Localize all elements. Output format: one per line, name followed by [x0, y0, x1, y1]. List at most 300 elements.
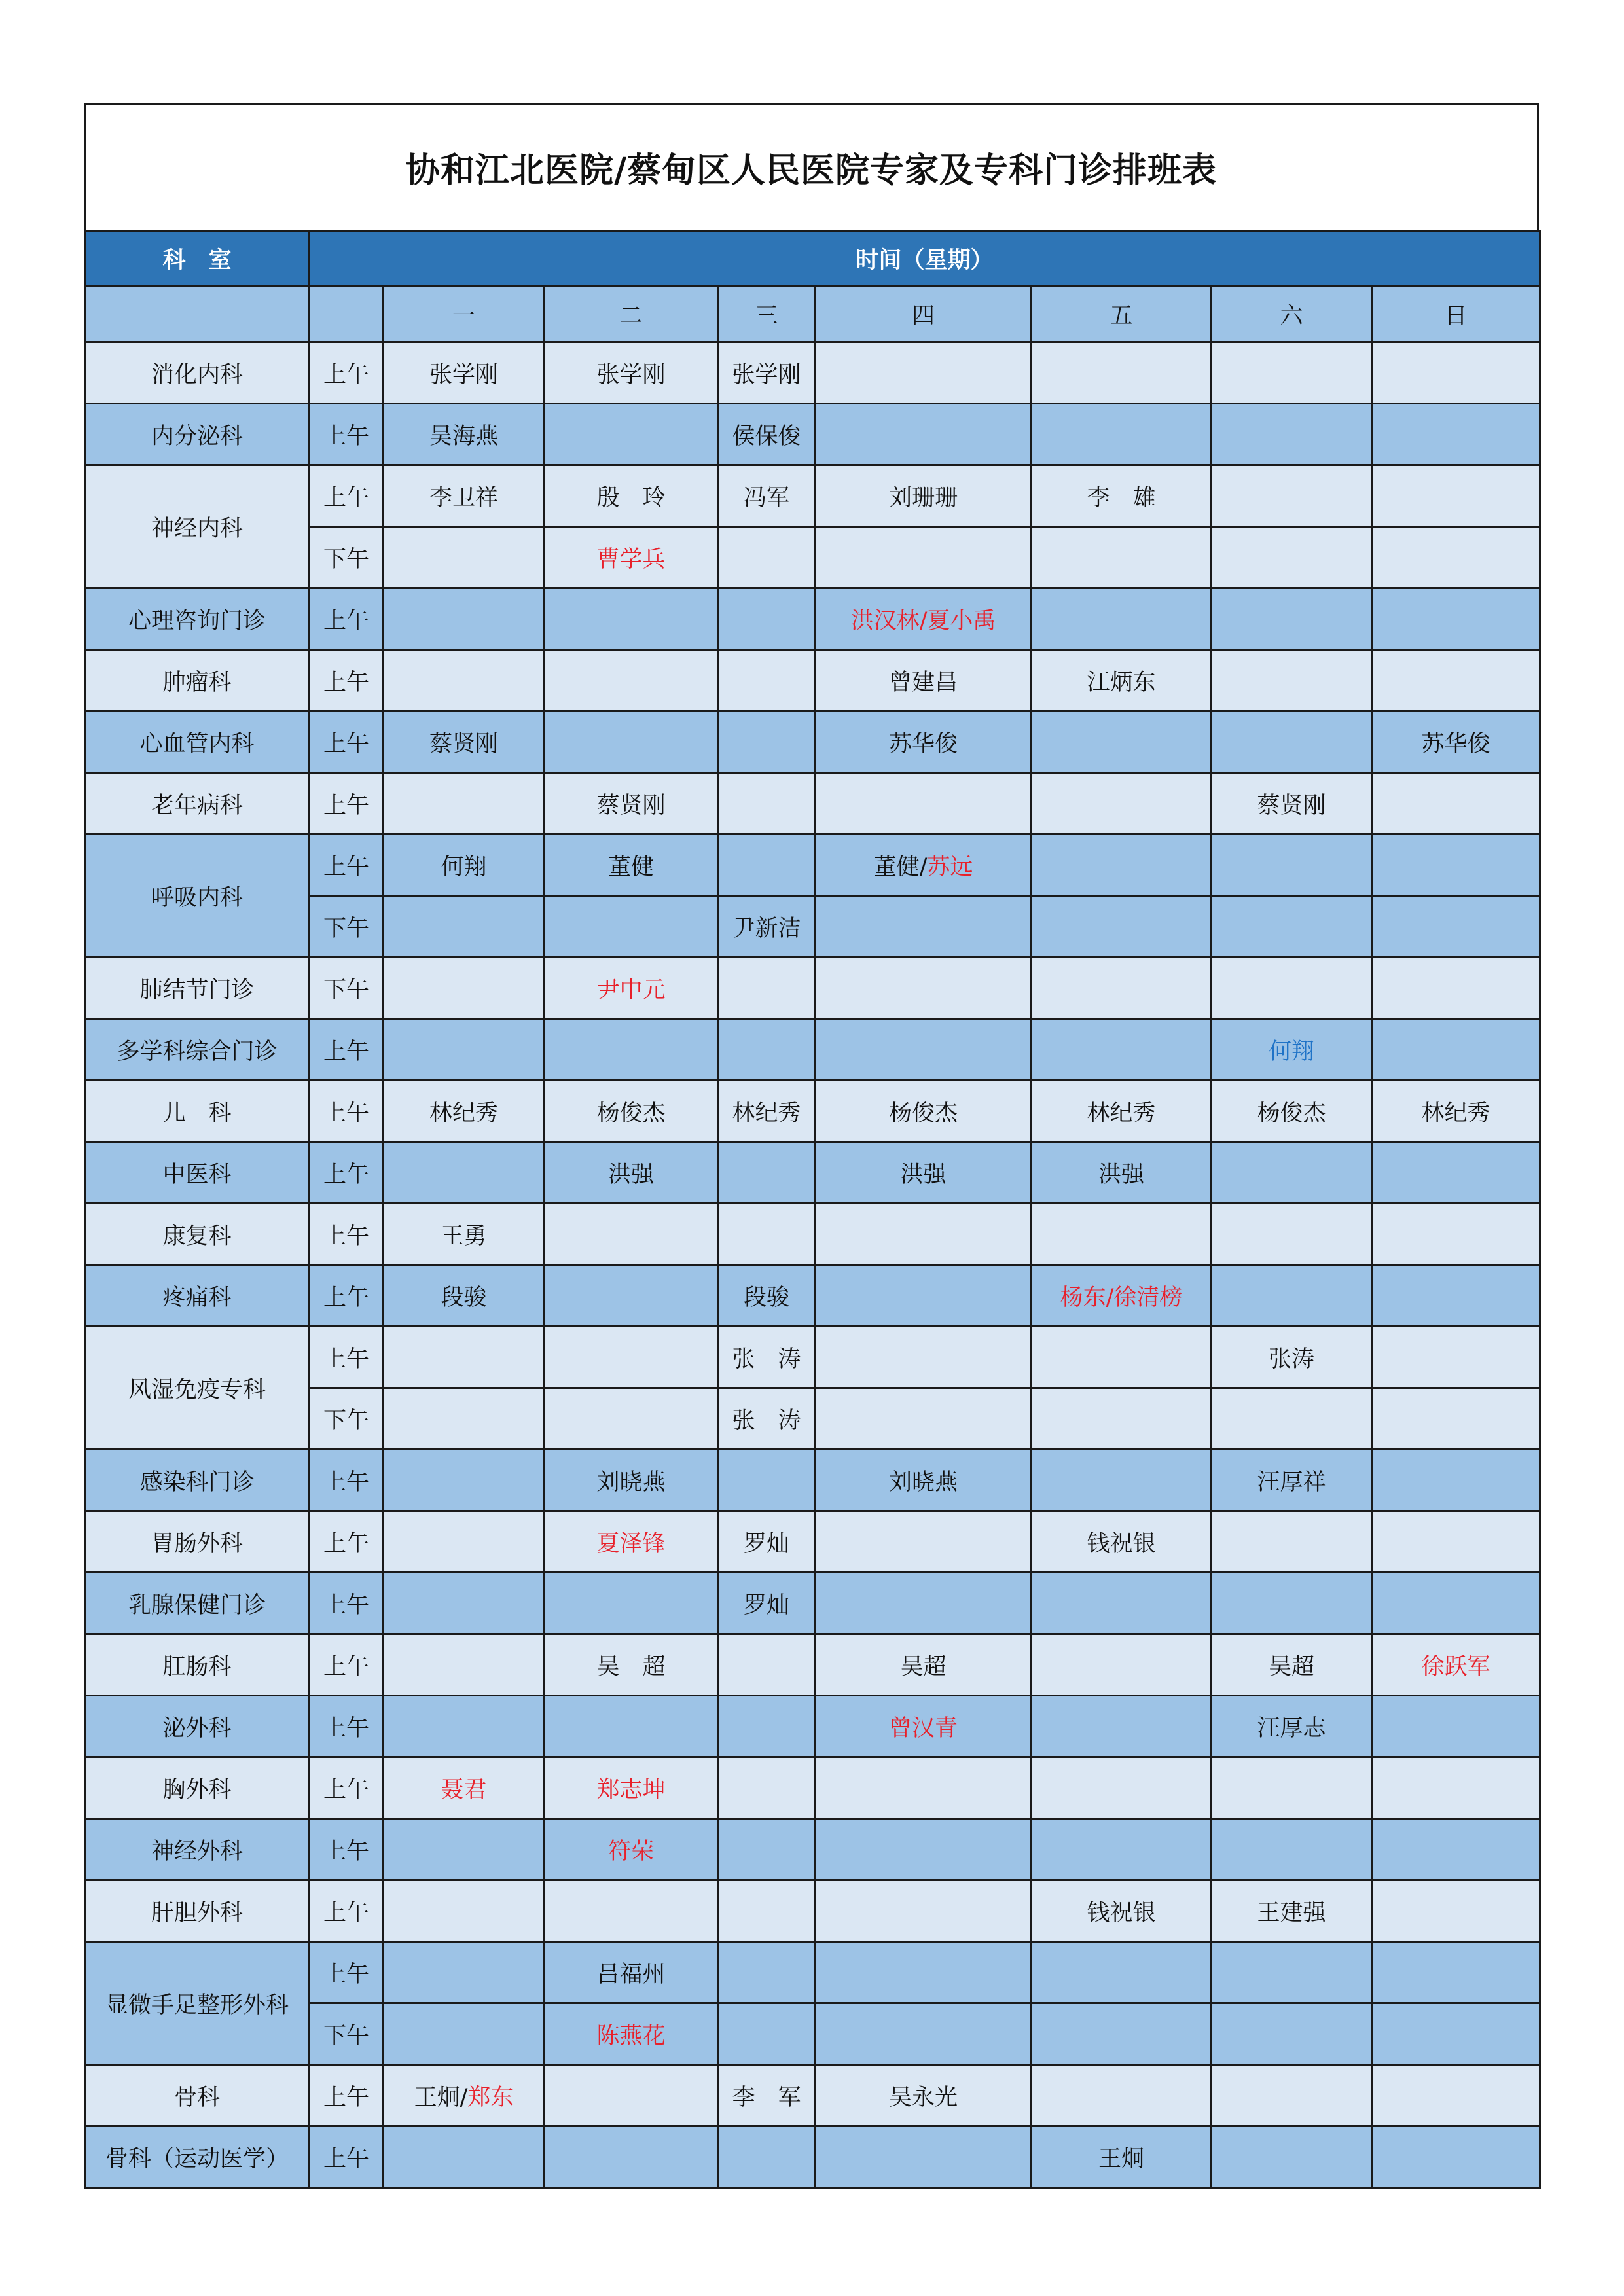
department-cell: 感染科门诊 — [85, 1450, 310, 1511]
doctor-cell — [384, 2126, 545, 2188]
doctor-cell: 汪厚志 — [1212, 1696, 1372, 1757]
doctor-cell — [1212, 1511, 1372, 1573]
doctor-cell — [545, 404, 718, 465]
table-row — [85, 1634, 1540, 1696]
doctor-cell — [816, 773, 1032, 834]
doctor-cell — [1372, 1511, 1540, 1573]
doctor-cell: 张 涛 — [718, 1327, 816, 1388]
doctor-cell — [718, 2003, 816, 2065]
doctor-cell — [384, 2003, 545, 2065]
doctor-cell: 聂君 — [384, 1757, 545, 1819]
doctor-cell — [1372, 527, 1540, 588]
doctor-cell: 杨俊杰 — [816, 1081, 1032, 1142]
doctor-cell — [1212, 1942, 1372, 2003]
doctor-cell — [816, 1388, 1032, 1450]
doctor-cell — [1212, 1204, 1372, 1265]
table-row — [85, 1819, 1540, 1880]
doctor-cell — [1032, 834, 1212, 896]
doctor-cell — [1032, 1450, 1212, 1511]
doctor-cell — [718, 1819, 816, 1880]
table-row — [85, 2065, 1540, 2126]
doctor-cell — [1032, 527, 1212, 588]
doctor-cell — [1032, 1634, 1212, 1696]
doctor-cell — [816, 2003, 1032, 2065]
doctor-cell — [1372, 1819, 1540, 1880]
doctor-cell — [1032, 1942, 1212, 2003]
doctor-cell: 段骏 — [384, 1265, 545, 1327]
doctor-cell — [384, 1019, 545, 1081]
doctor-cell — [816, 404, 1032, 465]
doctor-cell — [1372, 2003, 1540, 2065]
table-row — [85, 958, 1540, 1019]
doctor-cell — [1212, 1819, 1372, 1880]
doctor-cell — [816, 834, 1032, 896]
doctor-cell: 曾汉青 — [816, 1696, 1032, 1757]
department-cell: 疼痛科 — [85, 1265, 310, 1327]
doctor-cell: 洪汉林/夏小禹 — [816, 588, 1032, 650]
department-cell: 中医科 — [85, 1142, 310, 1204]
doctor-cell — [1372, 1573, 1540, 1634]
doctor-cell — [718, 1019, 816, 1081]
doctor-cell — [1372, 1942, 1540, 2003]
doctor-cell — [1372, 896, 1540, 958]
schedule-sheet — [84, 103, 1539, 2189]
period-cell: 上午 — [310, 1019, 384, 1081]
doctor-cell — [718, 2126, 816, 2188]
doctor-cell: 何翔 — [1212, 1019, 1372, 1081]
doctor-cell — [545, 2126, 718, 2188]
header-blank-dept — [85, 287, 310, 342]
doctor-cell: 张学刚 — [718, 342, 816, 404]
doctor-cell: 王建强 — [1212, 1880, 1372, 1942]
doctor-cell: 杨俊杰 — [1212, 1081, 1372, 1142]
doctor-cell — [1212, 404, 1372, 465]
doctor-cell — [1372, 1142, 1540, 1204]
doctor-cell — [816, 1819, 1032, 1880]
doctor-cell: 吴超 — [816, 1634, 1032, 1696]
period-cell: 上午 — [310, 834, 384, 896]
doctor-cell — [384, 650, 545, 711]
table-row — [85, 1450, 1540, 1511]
doctor-cell: 钱祝银 — [1032, 1511, 1212, 1573]
doctor-cell: 刘晓燕 — [816, 1450, 1032, 1511]
doctor-cell: 江炳东 — [1032, 650, 1212, 711]
department-cell: 儿 科 — [85, 1081, 310, 1142]
doctor-cell: 王炯 — [1032, 2126, 1212, 2188]
doctor-cell — [384, 1450, 545, 1511]
doctor-cell — [545, 1204, 718, 1265]
doctor-cell — [718, 834, 816, 896]
department-cell: 泌外科 — [85, 1696, 310, 1757]
department-cell: 神经外科 — [85, 1819, 310, 1880]
doctor-cell — [545, 1265, 718, 1327]
doctor-cell — [1212, 342, 1372, 404]
period-cell: 上午 — [310, 404, 384, 465]
doctor-cell — [1032, 1388, 1212, 1450]
doctor-cell — [1372, 834, 1540, 896]
title-box — [84, 103, 1539, 230]
doctor-cell — [1032, 1019, 1212, 1081]
doctor-cell — [816, 527, 1032, 588]
doctor-cell: 郑志坤 — [545, 1757, 718, 1819]
doctor-cell — [816, 1942, 1032, 2003]
period-cell: 上午 — [310, 773, 384, 834]
doctor-cell — [1212, 1265, 1372, 1327]
department-cell: 消化内科 — [85, 342, 310, 404]
doctor-cell — [1032, 2065, 1212, 2126]
table-row — [85, 2126, 1540, 2188]
header-department: 科 室 — [85, 231, 310, 287]
doctor-cell — [816, 896, 1032, 958]
doctor-cell: 苏华俊 — [1372, 711, 1540, 773]
doctor-cell — [545, 1880, 718, 1942]
doctor-cell: 洪强 — [1032, 1142, 1212, 1204]
department-cell: 骨科（运动医学） — [85, 2126, 310, 2188]
period-cell: 上午 — [310, 342, 384, 404]
doctor-cell — [545, 1388, 718, 1450]
doctor-cell — [1212, 2003, 1372, 2065]
doctor-cell: 段骏 — [718, 1265, 816, 1327]
doctor-cell — [718, 958, 816, 1019]
table-row — [85, 650, 1540, 711]
doctor-cell: 尹新洁 — [718, 896, 816, 958]
doctor-cell: 吴海燕 — [384, 404, 545, 465]
doctor-cell — [816, 2126, 1032, 2188]
period-cell: 上午 — [310, 1573, 384, 1634]
department-cell: 肿瘤科 — [85, 650, 310, 711]
doctor-cell — [1372, 1204, 1540, 1265]
header-day: 三 — [718, 287, 816, 342]
doctor-cell — [545, 1019, 718, 1081]
doctor-cell — [384, 1942, 545, 2003]
doctor-cell — [1372, 773, 1540, 834]
doctor-cell — [816, 1573, 1032, 1634]
doctor-cell: 夏泽锋 — [545, 1511, 718, 1573]
doctor-cell — [1372, 1019, 1540, 1081]
doctor-cell: 张学刚 — [545, 342, 718, 404]
doctor-cell — [1212, 650, 1372, 711]
doctor-cell — [718, 1696, 816, 1757]
doctor-cell: 李卫祥 — [384, 465, 545, 527]
doctor-name: 董健/ — [873, 853, 928, 880]
doctor-cell — [718, 1204, 816, 1265]
header-day: 一 — [384, 287, 545, 342]
doctor-cell: 刘晓燕 — [545, 1450, 718, 1511]
doctor-cell — [1372, 1757, 1540, 1819]
doctor-cell — [1032, 711, 1212, 773]
doctor-cell — [816, 958, 1032, 1019]
table-row — [85, 1142, 1540, 1204]
doctor-cell — [816, 1265, 1032, 1327]
doctor-cell — [384, 1511, 545, 1573]
doctor-cell: 曾建昌 — [816, 650, 1032, 711]
department-cell: 心血管内科 — [85, 711, 310, 773]
doctor-cell: 苏华俊 — [816, 711, 1032, 773]
doctor-cell — [1372, 588, 1540, 650]
doctor-cell — [545, 1327, 718, 1388]
table-row — [85, 1265, 1540, 1327]
doctor-cell — [1212, 465, 1372, 527]
table-row — [85, 1757, 1540, 1819]
doctor-cell — [1212, 2126, 1372, 2188]
department-cell: 肛肠科 — [85, 1634, 310, 1696]
doctor-cell — [816, 1880, 1032, 1942]
doctor-cell — [718, 1942, 816, 2003]
doctor-cell — [1372, 465, 1540, 527]
doctor-cell: 林纪秀 — [1372, 1081, 1540, 1142]
doctor-name: 郑东 — [467, 2084, 514, 2111]
period-cell: 上午 — [310, 1204, 384, 1265]
doctor-cell — [1372, 1327, 1540, 1388]
doctor-cell — [1212, 958, 1372, 1019]
doctor-cell — [1032, 1573, 1212, 1634]
doctor-cell: 张 涛 — [718, 1388, 816, 1450]
doctor-cell — [384, 958, 545, 1019]
doctor-cell — [718, 650, 816, 711]
doctor-cell: 蔡贤刚 — [1212, 773, 1372, 834]
period-cell: 下午 — [310, 1388, 384, 1450]
doctor-name: 苏远 — [927, 853, 973, 880]
doctor-cell — [545, 1696, 718, 1757]
period-cell: 下午 — [310, 958, 384, 1019]
table-row — [85, 465, 1540, 527]
doctor-cell — [718, 1142, 816, 1204]
doctor-cell — [1032, 896, 1212, 958]
doctor-cell — [1212, 896, 1372, 958]
header-day: 五 — [1032, 287, 1212, 342]
doctor-cell — [1372, 1388, 1540, 1450]
doctor-cell: 尹中元 — [545, 958, 718, 1019]
department-cell: 呼吸内科 — [85, 834, 310, 958]
department-cell: 多学科综合门诊 — [85, 1019, 310, 1081]
header-row-days — [85, 287, 1540, 342]
table-row — [85, 1019, 1540, 1081]
period-cell: 上午 — [310, 1819, 384, 1880]
doctor-cell — [1372, 1450, 1540, 1511]
department-cell: 内分泌科 — [85, 404, 310, 465]
doctor-cell: 杨俊杰 — [545, 1081, 718, 1142]
doctor-cell — [545, 2065, 718, 2126]
doctor-cell — [545, 588, 718, 650]
period-cell: 上午 — [310, 1942, 384, 2003]
header-day: 日 — [1372, 287, 1540, 342]
doctor-cell: 洪强 — [816, 1142, 1032, 1204]
doctor-cell — [1032, 588, 1212, 650]
department-cell: 肝胆外科 — [85, 1880, 310, 1942]
doctor-cell — [1212, 1573, 1372, 1634]
table-row — [85, 834, 1540, 896]
period-cell: 上午 — [310, 1450, 384, 1511]
doctor-cell: 曹学兵 — [545, 527, 718, 588]
department-cell: 康复科 — [85, 1204, 310, 1265]
doctor-cell — [1032, 1757, 1212, 1819]
period-cell: 上午 — [310, 1327, 384, 1388]
period-cell: 上午 — [310, 2126, 384, 2188]
table-row — [85, 773, 1540, 834]
period-cell: 上午 — [310, 588, 384, 650]
doctor-cell: 董健 — [545, 834, 718, 896]
doctor-name: 王炯/ — [414, 2084, 468, 2111]
doctor-cell — [1212, 711, 1372, 773]
table-row — [85, 1511, 1540, 1573]
doctor-cell: 王勇 — [384, 1204, 545, 1265]
doctor-cell: 蔡贤刚 — [384, 711, 545, 773]
doctor-cell — [1372, 2126, 1540, 2188]
period-cell: 上午 — [310, 465, 384, 527]
doctor-cell: 张涛 — [1212, 1327, 1372, 1388]
doctor-cell — [1032, 773, 1212, 834]
doctor-cell — [1372, 1265, 1540, 1327]
doctor-cell: 陈燕花 — [545, 2003, 718, 2065]
table-row — [85, 1327, 1540, 1388]
header-day: 六 — [1212, 287, 1372, 342]
doctor-cell — [1372, 1696, 1540, 1757]
doctor-cell: 吴 超 — [545, 1634, 718, 1696]
doctor-cell — [384, 1696, 545, 1757]
table-row — [85, 1204, 1540, 1265]
doctor-cell: 何翔 — [384, 834, 545, 896]
doctor-cell — [718, 1757, 816, 1819]
period-cell: 上午 — [310, 1265, 384, 1327]
doctor-cell — [816, 342, 1032, 404]
period-cell: 上午 — [310, 1880, 384, 1942]
department-cell: 神经内科 — [85, 465, 310, 588]
doctor-cell: 洪强 — [545, 1142, 718, 1204]
period-cell: 上午 — [310, 1511, 384, 1573]
doctor-cell — [384, 1573, 545, 1634]
doctor-cell — [1032, 958, 1212, 1019]
doctor-cell — [1032, 2003, 1212, 2065]
period-cell: 上午 — [310, 1757, 384, 1819]
period-cell: 上午 — [310, 2065, 384, 2126]
doctor-cell — [384, 1142, 545, 1204]
doctor-cell — [816, 1327, 1032, 1388]
doctor-cell: 林纪秀 — [384, 1081, 545, 1142]
doctor-cell: 罗灿 — [718, 1511, 816, 1573]
period-cell: 上午 — [310, 711, 384, 773]
table-row — [85, 1942, 1540, 2003]
doctor-cell — [545, 1573, 718, 1634]
doctor-cell — [1032, 1204, 1212, 1265]
doctor-cell: 吴超 — [1212, 1634, 1372, 1696]
doctor-cell — [384, 1634, 545, 1696]
department-cell: 乳腺保健门诊 — [85, 1573, 310, 1634]
doctor-cell — [1372, 958, 1540, 1019]
doctor-cell — [1212, 1142, 1372, 1204]
header-row-main — [85, 231, 1540, 287]
period-cell: 上午 — [310, 650, 384, 711]
doctor-cell — [718, 773, 816, 834]
period-cell: 上午 — [310, 1696, 384, 1757]
table-row — [85, 1696, 1540, 1757]
doctor-cell — [1372, 2065, 1540, 2126]
period-cell: 下午 — [310, 527, 384, 588]
doctor-cell — [384, 527, 545, 588]
doctor-cell: 钱祝银 — [1032, 1880, 1212, 1942]
doctor-cell — [384, 1388, 545, 1450]
department-cell: 风湿免疫专科 — [85, 1327, 310, 1450]
doctor-cell: 李 雄 — [1032, 465, 1212, 527]
doctor-cell — [1212, 2065, 1372, 2126]
doctor-cell — [718, 1880, 816, 1942]
doctor-cell — [384, 896, 545, 958]
doctor-cell — [816, 1019, 1032, 1081]
period-cell: 上午 — [310, 1081, 384, 1142]
doctor-cell — [384, 588, 545, 650]
doctor-cell: 蔡贤刚 — [545, 773, 718, 834]
doctor-cell: 罗灿 — [718, 1573, 816, 1634]
schedule-table — [84, 230, 1541, 2189]
doctor-cell — [816, 1204, 1032, 1265]
period-cell: 上午 — [310, 1634, 384, 1696]
doctor-cell — [1032, 404, 1212, 465]
doctor-cell — [384, 773, 545, 834]
table-row — [85, 711, 1540, 773]
header-day: 二 — [545, 287, 718, 342]
department-cell: 心理咨询门诊 — [85, 588, 310, 650]
doctor-cell: 汪厚祥 — [1212, 1450, 1372, 1511]
department-cell: 显微手足整形外科 — [85, 1942, 310, 2065]
doctor-cell: 符荣 — [545, 1819, 718, 1880]
doctor-cell — [718, 1450, 816, 1511]
doctor-cell: 李 军 — [718, 2065, 816, 2126]
department-cell: 骨科 — [85, 2065, 310, 2126]
doctor-cell — [1032, 342, 1212, 404]
doctor-cell — [1212, 834, 1372, 896]
doctor-cell — [1032, 1819, 1212, 1880]
header-blank-period — [310, 287, 384, 342]
table-row — [85, 1081, 1540, 1142]
doctor-cell — [1212, 1757, 1372, 1819]
doctor-cell — [1372, 404, 1540, 465]
doctor-cell — [718, 588, 816, 650]
doctor-cell — [1212, 527, 1372, 588]
header-time: 时间（星期） — [310, 231, 1540, 287]
page-title: 协和江北医院/蔡甸区人民医院专家及专科门诊排班表 — [406, 151, 1217, 190]
table-row — [85, 588, 1540, 650]
doctor-cell — [1372, 1880, 1540, 1942]
doctor-cell — [384, 2065, 545, 2126]
period-cell: 上午 — [310, 1142, 384, 1204]
table-row — [85, 342, 1540, 404]
doctor-cell — [545, 896, 718, 958]
department-cell: 肺结节门诊 — [85, 958, 310, 1019]
doctor-cell — [1032, 1696, 1212, 1757]
department-cell: 老年病科 — [85, 773, 310, 834]
doctor-cell — [1372, 650, 1540, 711]
doctor-cell — [384, 1327, 545, 1388]
doctor-cell — [384, 1819, 545, 1880]
doctor-cell: 冯军 — [718, 465, 816, 527]
doctor-cell: 徐跃军 — [1372, 1634, 1540, 1696]
doctor-cell: 吕福州 — [545, 1942, 718, 2003]
doctor-cell — [1032, 1327, 1212, 1388]
doctor-cell: 侯保俊 — [718, 404, 816, 465]
doctor-cell — [1212, 1388, 1372, 1450]
department-cell: 胃肠外科 — [85, 1511, 310, 1573]
doctor-cell: 刘珊珊 — [816, 465, 1032, 527]
table-row — [85, 1573, 1540, 1634]
doctor-cell: 林纪秀 — [1032, 1081, 1212, 1142]
doctor-cell — [816, 1511, 1032, 1573]
doctor-cell — [384, 1880, 545, 1942]
doctor-cell: 吴永光 — [816, 2065, 1032, 2126]
department-cell: 胸外科 — [85, 1757, 310, 1819]
period-cell: 下午 — [310, 2003, 384, 2065]
doctor-cell — [1372, 342, 1540, 404]
table-row — [85, 404, 1540, 465]
header-day: 四 — [816, 287, 1032, 342]
